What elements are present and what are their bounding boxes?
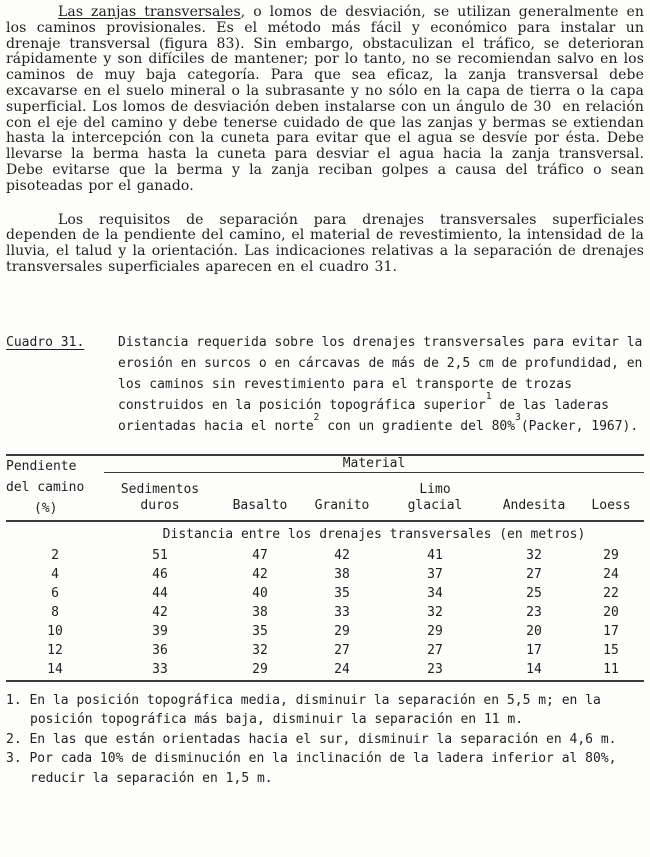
column-header-line: Loess <box>591 498 631 514</box>
table-cell: 38 <box>334 567 350 583</box>
table-cell: 14 <box>47 662 63 678</box>
table-cell: 35 <box>334 586 350 602</box>
table-cell: 41 <box>427 548 443 564</box>
caption-label-text: Cuadro 31. <box>6 334 85 350</box>
table-row <box>6 604 644 623</box>
column-header-basalto <box>216 472 304 521</box>
table-cell: 39 <box>152 624 168 640</box>
paragraph-1-lead-underlined: Las zanjas transversales <box>58 4 241 20</box>
table-cell: 29 <box>334 624 350 640</box>
column-header-loess <box>578 472 644 521</box>
column-header-line: Granito <box>314 498 370 514</box>
table-cell: 32 <box>427 605 443 621</box>
column-header-limo-glacial <box>380 472 490 521</box>
table-cell: 10 <box>47 624 63 640</box>
table-cell: 27 <box>427 643 443 659</box>
caption-segment: Distancia requerida sobre los drenajes transversales para evitar la erosión en surcos o en cárcavas de más de 2,5 cm de profundidad, en los caminos sin revestimiento para el transporte de trozas construidos en la posición topográfica superior <box>118 334 643 413</box>
column-header-line: Andesita <box>502 498 566 514</box>
table-cell: 11 <box>603 662 619 678</box>
table-cell: 38 <box>252 605 268 621</box>
table-cell: 51 <box>152 548 168 564</box>
column-header-line: Pendiente <box>6 458 77 474</box>
table-cell: 37 <box>427 567 443 583</box>
table-cell: 32 <box>526 548 542 564</box>
table-units-label: Distancia entre los drenajes transversales (en metros) <box>162 526 586 542</box>
table-row <box>6 642 644 661</box>
table-cell: 42 <box>152 605 168 621</box>
footnote-number: 1. <box>6 692 22 708</box>
column-header-pendiente <box>6 455 104 521</box>
table-cell: 34 <box>427 586 443 602</box>
column-header-line: (%) <box>34 500 58 516</box>
table-cell: 44 <box>152 586 168 602</box>
footnote-2 <box>6 730 644 750</box>
table-cell: 40 <box>252 586 268 602</box>
table-cell: 12 <box>47 643 63 659</box>
column-header-sedimentos-duros <box>104 472 216 521</box>
caption-label <box>6 332 118 437</box>
table-cell: 20 <box>603 605 619 621</box>
table-cell: 29 <box>252 662 268 678</box>
table-row <box>6 585 644 604</box>
caption-text <box>118 332 646 437</box>
table-cell: 17 <box>603 624 619 640</box>
table-footnotes <box>6 691 644 789</box>
table-cell: 33 <box>152 662 168 678</box>
table-units-row <box>6 521 644 547</box>
column-header-line: Sedimentos <box>120 481 200 497</box>
table-row <box>6 566 644 585</box>
table-cell: 36 <box>152 643 168 659</box>
table-cell: 42 <box>334 548 350 564</box>
table-cell: 24 <box>334 662 350 678</box>
table-row <box>6 547 644 566</box>
caption-segment: con un gradiente del 80% <box>319 418 516 434</box>
table-cell: 8 <box>51 605 59 621</box>
table-cell: 27 <box>526 567 542 583</box>
table-cell: 27 <box>334 643 350 659</box>
table-cell: 20 <box>526 624 542 640</box>
table-cell: 32 <box>252 643 268 659</box>
table-cell: 33 <box>334 605 350 621</box>
footnote-text: Por cada 10% de disminución en la inclinación de la ladera inferior al 80%, reducir la separación en 1,5 m. <box>29 751 617 786</box>
column-group-header-material: Material <box>104 455 644 473</box>
caption-segment: (Packer, 1967). <box>520 418 639 434</box>
table-cell: 2 <box>51 548 59 564</box>
footnote-text: En la posición topográfica media, disminuir la separación en 5,5 m; en la posición topográfica más baja, disminuir la separación en 11 m. <box>29 692 601 728</box>
column-header-line: del camino <box>6 479 85 495</box>
paragraph-1-body: , o lomos de desviación, se utilizan generalmente en los caminos provisionales. Es el método más fácil y económico para instalar un drenaje transversal (figura 83). Sin embargo, obstaculizan el tráfico, se deterioran rápidamente y son difíciles de mantener; por lo tanto, no se recomiendan salvo en los caminos de muy baja categoría. Para que sea eficaz, la zanja transversal debe excavarse en el suelo mineral o la subrasante y no sólo en la capa de tierra o la capa superficial. Los lomos de desviación deben instalarse con un ángulo de 30 en relación con el eje del camino y debe tenerse cuidado de que las zanjas y bermas se extiendan hasta la intercepción con la cuneta para evitar que el agua se desvíe por ésta. Debe llevarse la berma hasta la cuneta para desviar el agua hacia la zanja transversal. Debe evitarse que la berma y la zanja reciban golpes a causa del tráfico o sean pisoteadas por el ganado. <box>6 4 644 194</box>
footnote-3 <box>6 749 644 788</box>
table-cell: 23 <box>427 662 443 678</box>
footnote-ref-1: 1 <box>485 391 492 403</box>
table-cell: 47 <box>252 548 268 564</box>
table-cell: 42 <box>252 567 268 583</box>
table-cell-empty <box>6 521 104 547</box>
table-row <box>6 623 644 642</box>
paragraph-1 <box>6 5 644 195</box>
table-row <box>6 661 644 681</box>
footnote-ref-2: 2 <box>313 412 320 424</box>
table-cell: 24 <box>603 567 619 583</box>
table-cell: 35 <box>252 624 268 640</box>
table-cell: 14 <box>526 662 542 678</box>
table-group-header-row <box>6 455 644 473</box>
column-header-line: glacial <box>407 498 463 514</box>
table-cell: 17 <box>526 643 542 659</box>
table-cell: 29 <box>427 624 443 640</box>
data-table <box>6 454 644 682</box>
footnote-number: 3. <box>6 751 22 767</box>
table-cell: 4 <box>51 567 59 583</box>
column-header-line: Basalto <box>232 498 288 514</box>
caption-segment: de las laderas orientadas hacia el norte <box>118 397 609 434</box>
footnote-text: En las que están orientadas hacia el sur, disminuir la separación en 4,6 m. <box>29 731 617 747</box>
paragraph-2: Los requisitos de separación para drenajes transversales superficiales dependen de la pendiente del camino, el material de revestimiento, la intensidad de la lluvia, el talud y la orientación. Las indicaciones relativas a la separación de drenajes transversales superficiales aparecen en el cuadro 31. <box>6 211 644 275</box>
column-header-andesita <box>490 472 578 521</box>
footnote-number: 2. <box>6 731 22 747</box>
table-cell: 23 <box>526 605 542 621</box>
footnote-1 <box>6 691 644 730</box>
table-cell: 29 <box>603 548 619 564</box>
table-cell: 6 <box>51 586 59 602</box>
column-header-line: duros <box>140 498 180 514</box>
table-caption <box>6 332 644 437</box>
table-cell: 22 <box>603 586 619 602</box>
table-cell: 46 <box>152 567 168 583</box>
column-header-line: Limo <box>419 481 451 497</box>
footnote-ref-3: 3 <box>515 412 521 424</box>
column-header-granito <box>304 472 380 521</box>
table-cell: 25 <box>526 586 542 602</box>
table-cell: 15 <box>603 643 619 659</box>
